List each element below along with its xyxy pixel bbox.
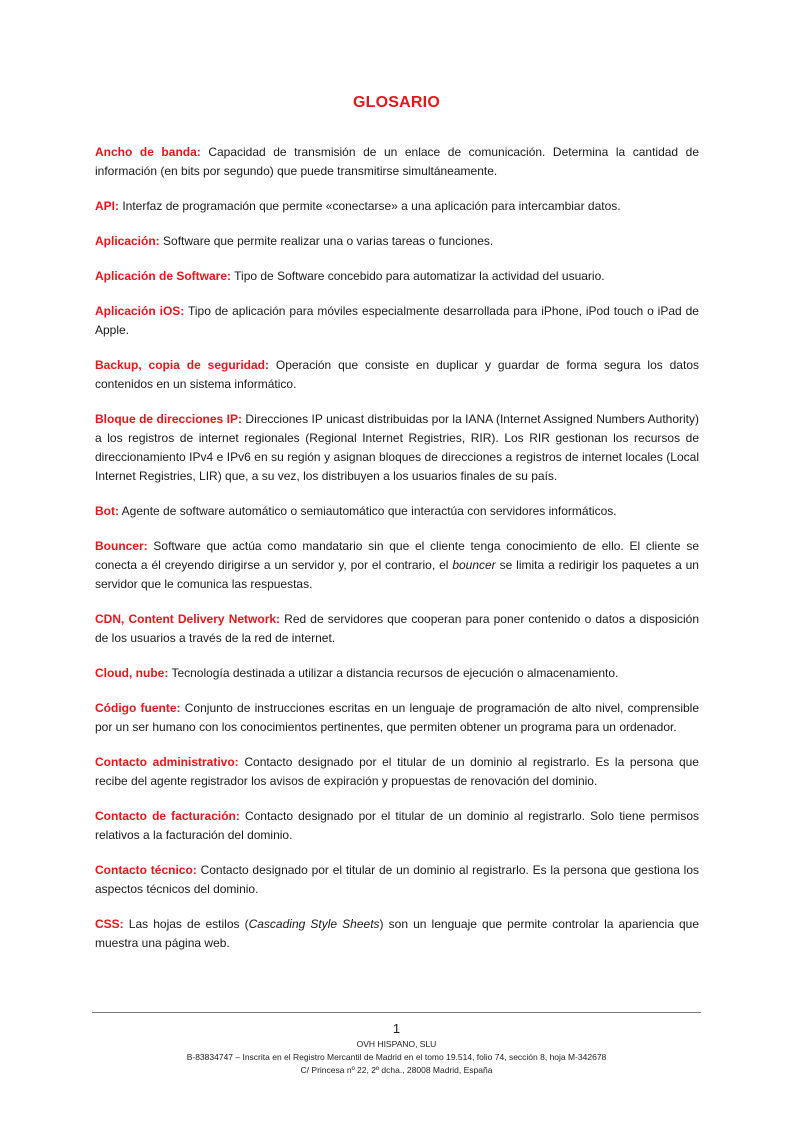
glossary-term: Bot: (95, 504, 119, 518)
glossary-definition: Tipo de Software concebido para automatizar la actividad del usuario. (231, 269, 605, 283)
glossary-entry (95, 753, 699, 791)
glossary-entry (95, 502, 699, 521)
page-title: GLOSARIO (353, 94, 440, 111)
glossary-term: Backup, copia de seguridad: (95, 358, 269, 372)
glossary-definition: Contacto designado por el titular de un dominio al registrarlo. Es la persona que gestiona los aspectos técnicos del dominio. (95, 863, 699, 896)
glossary-entry (95, 302, 699, 340)
glossary-entry (95, 915, 699, 953)
glossary-definition: Direcciones IP unicast distribuidas por la IANA (Internet Assigned Numbers Authority) a los registros de internet regionales (Regional Internet Registries, RIR). Los RIR gestionan los recursos de direccionamiento IPv4 e IPv6 en su región y asignan bloques de direcciones a registros de internet locales (Local Internet Registries, LIR) que, a su vez, los distribuyen a los usuarios finales de su país. (95, 412, 699, 483)
glossary-definition: Operación que consiste en duplicar y guardar de forma segura los datos contenidos en un sistema informático. (95, 358, 699, 391)
glossary-term: Contacto de facturación: (95, 809, 240, 823)
glossary-term: Código fuente: (95, 701, 181, 715)
glossary-term: Contacto técnico: (95, 863, 197, 877)
glossary-term: Bouncer: (95, 539, 148, 553)
glossary-definition: Software que actúa como mandatario sin que el cliente tenga conocimiento de ello. El cliente se conecta a él creyendo dirigirse a un servidor y, por el contrario, el (95, 539, 699, 572)
glossary-entry (95, 197, 699, 216)
glossary-definition-italic: Cascading Style Sheets (248, 917, 380, 931)
glossary-definition: Red de servidores que cooperan para poner contenido o datos a disposición de los usuarios a través de la red de internet. (95, 612, 700, 645)
footer-divider (92, 1012, 701, 1013)
glossary-term: Contacto administrativo: (95, 755, 239, 769)
glossary-entry (95, 699, 699, 737)
glossary-definition: Contacto designado por el titular de un dominio al registrarlo. Solo tiene permisos relativos a la facturación del dominio. (95, 809, 699, 842)
glossary-definition: Tecnología destinada a utilizar a distancia recursos de ejecución o almacenamiento. (168, 666, 619, 680)
glossary-entry (95, 267, 699, 286)
glossary-term: Cloud, nube: (95, 666, 169, 680)
glossary-term: API: (95, 199, 119, 213)
glossary-list (95, 143, 699, 969)
glossary-definition: Tipo de aplicación para móviles especialmente desarrollada para iPhone, iPod touch o iPad de Apple. (95, 304, 699, 337)
glossary-term: Ancho de banda: (95, 145, 201, 159)
glossary-definition: Las hojas de estilos ( (123, 917, 249, 931)
glossary-entry (95, 232, 699, 251)
glossary-entry (95, 610, 699, 648)
footer-registry: B-83834747 – Inscrita en el Registro Mercantil de Madrid en el tomo 19.514, folio 74, sección 8, hoja M-342678 (186, 1052, 607, 1062)
glossary-term: CDN, Content Delivery Network: (95, 612, 281, 626)
glossary-definition: Conjunto de instrucciones escritas en un lenguaje de programación de alto nivel, comprensible por un ser humano con los conocimientos pertinentes, que permiten obtener un programa para un ordenador. (95, 701, 700, 734)
glossary-term: Aplicación de Software: (95, 269, 232, 283)
footer-company: OVH HISPANO, SLU (356, 1039, 437, 1049)
glossary-entry (95, 410, 699, 486)
glossary-definition: se limita a redirigir los paquetes a un servidor que le comunica las respuestas. (95, 558, 699, 591)
glossary-term: Aplicación: (95, 234, 160, 248)
glossary-entry (95, 664, 699, 683)
glossary-entry (95, 861, 699, 899)
glossary-term: CSS: (95, 917, 124, 931)
glossary-entry (95, 356, 699, 394)
glossary-entry (95, 807, 699, 845)
glossary-definition-italic: bouncer (452, 558, 496, 572)
glossary-definition: Contacto designado por el titular de un dominio al registrarlo. Es la persona que recibe del agente registrador los avisos de expiración y propuestas de renovación del dominio. (95, 755, 699, 788)
glossary-definition: Software que permite realizar una o varias tareas o funciones. (159, 234, 494, 248)
page-number: 1 (392, 1021, 401, 1036)
glossary-definition: ) son un lenguaje que permite controlar la apariencia que muestra una página web. (95, 917, 700, 950)
glossary-term: Bloque de direcciones IP: (95, 412, 242, 426)
glossary-definition: Capacidad de transmisión de un enlace de comunicación. Determina la cantidad de información (en bits por segundo) que puede transmitirse simultáneamente. (95, 145, 699, 178)
glossary-term: Aplicación iOS: (95, 304, 185, 318)
glossary-definition: Agente de software automático o semiautomático que interactúa con servidores informáticos. (119, 504, 617, 518)
glossary-definition: Interfaz de programación que permite «conectarse» a una aplicación para intercambiar datos. (119, 199, 621, 213)
glossary-entry (95, 537, 699, 594)
glossary-entry (95, 143, 699, 181)
footer-address: C/ Princesa nº 22, 2º dcha., 28008 Madrid, España (300, 1065, 493, 1075)
